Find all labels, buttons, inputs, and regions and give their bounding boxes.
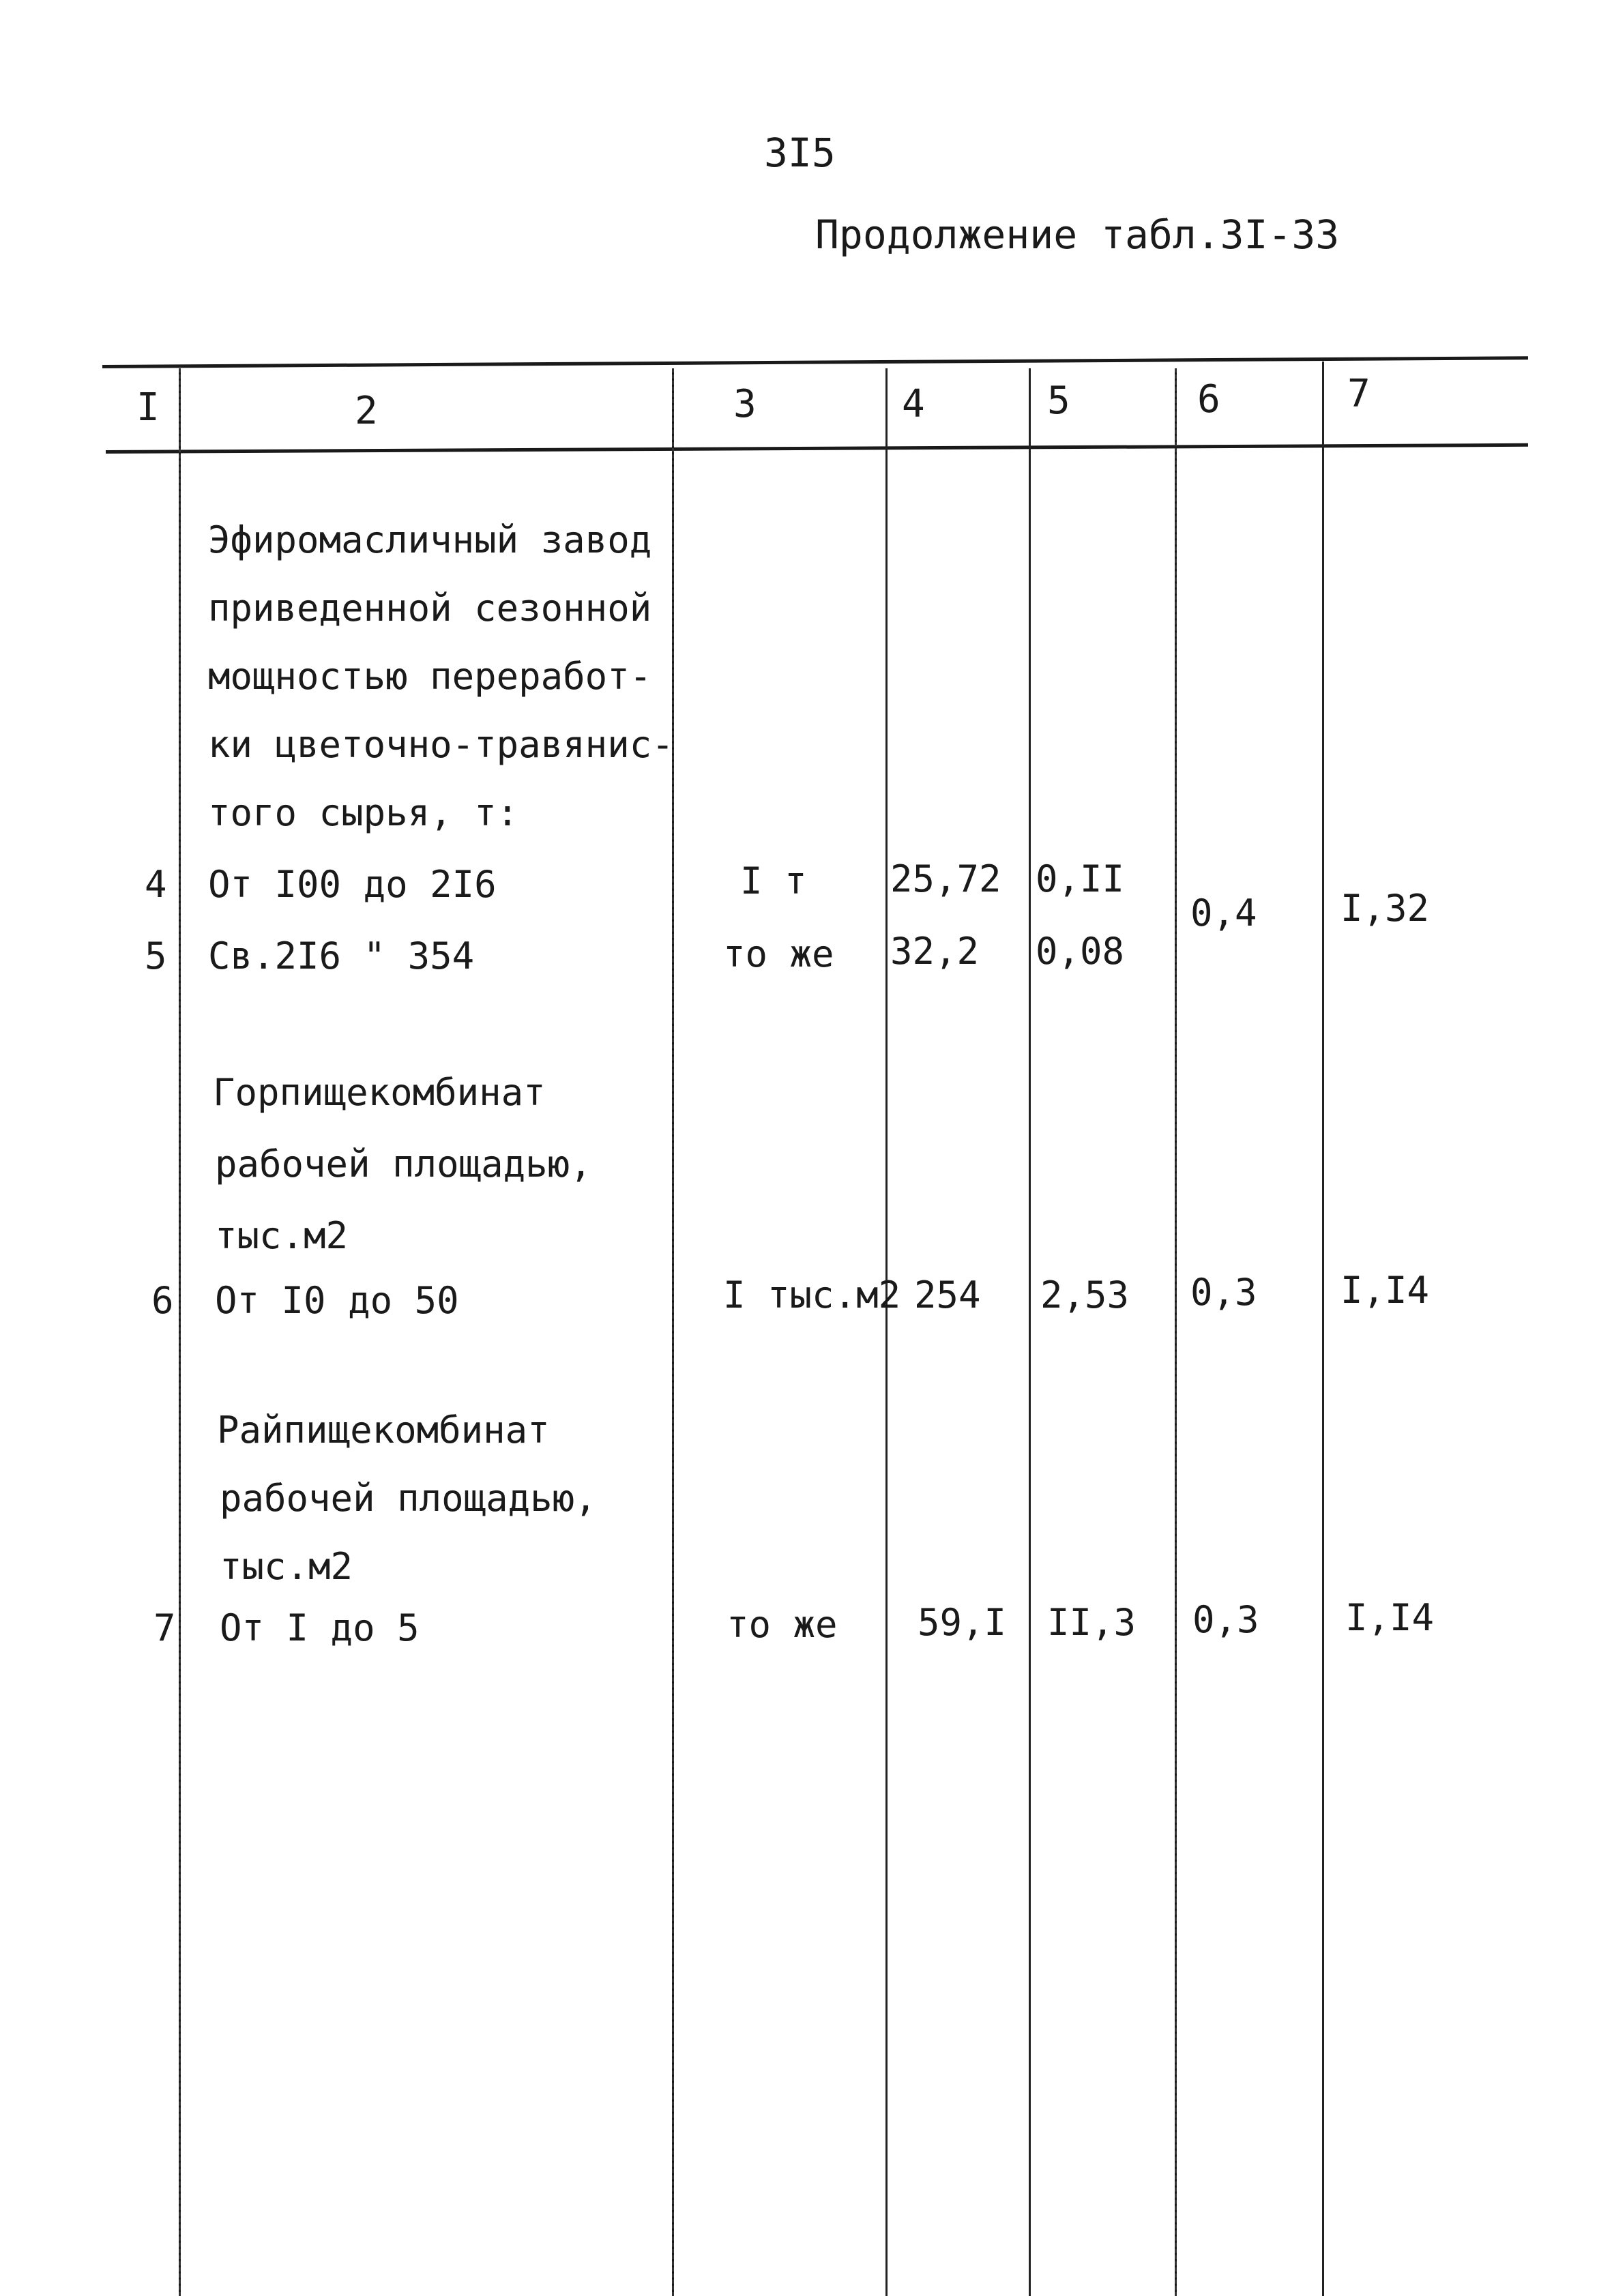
group-title-line: рабочей площадью, bbox=[215, 1143, 592, 1186]
row-number: 7 bbox=[153, 1606, 176, 1649]
row-name: Св.2I6 " 354 bbox=[208, 934, 475, 977]
column-separator-2 bbox=[672, 368, 674, 2296]
row-name: От I до 5 bbox=[220, 1606, 420, 1649]
row-col7: I,I4 bbox=[1340, 1269, 1430, 1312]
header-col-2: 2 bbox=[355, 389, 378, 433]
group-title-line: Эфиромасличный завод bbox=[208, 518, 652, 561]
table-caption: Продолжение табл.3I-33 bbox=[815, 211, 1340, 258]
group-title-line: того сырья, т: bbox=[208, 791, 519, 834]
row-unit: I т bbox=[740, 859, 807, 902]
row-col5: 2,53 bbox=[1040, 1274, 1130, 1316]
header-col-4: 4 bbox=[902, 382, 925, 426]
header-col-6: 6 bbox=[1197, 377, 1220, 422]
row-name: От I00 до 2I6 bbox=[208, 863, 497, 906]
group-title-line: Райпищекомбинат bbox=[217, 1409, 550, 1452]
group-col7: I,32 bbox=[1340, 887, 1430, 930]
row-number: 5 bbox=[145, 934, 167, 977]
group-title-line: рабочей площадью, bbox=[220, 1477, 597, 1520]
column-separator-4 bbox=[1029, 368, 1031, 2296]
header-col-3: 3 bbox=[733, 382, 757, 426]
column-separator-5 bbox=[1175, 368, 1177, 2296]
row-col4: 59,I bbox=[918, 1601, 1007, 1644]
group-title-line: ки цветочно-травянис- bbox=[208, 723, 674, 766]
row-number: 4 bbox=[145, 863, 167, 906]
group-title-line: Горпищекомбинат bbox=[213, 1071, 546, 1114]
header-col-1: I bbox=[136, 385, 160, 430]
column-separator-6 bbox=[1322, 362, 1324, 2296]
row-number: 6 bbox=[151, 1279, 174, 1322]
row-col6: 0,3 bbox=[1192, 1598, 1259, 1641]
table-top-rule bbox=[102, 356, 1528, 368]
header-col-5: 5 bbox=[1047, 379, 1070, 423]
row-col7: I,I4 bbox=[1345, 1596, 1435, 1639]
row-col5: 0,08 bbox=[1036, 930, 1125, 973]
row-unit: I тыс.м2 bbox=[723, 1274, 901, 1316]
row-col6: 0,3 bbox=[1190, 1271, 1257, 1314]
row-col4: 25,72 bbox=[890, 857, 1001, 900]
group-title-line: тыс.м2 bbox=[215, 1214, 349, 1257]
header-bottom-rule bbox=[106, 443, 1528, 454]
group-title-line: приведенной сезонной bbox=[208, 587, 652, 630]
row-name: От I0 до 50 bbox=[215, 1279, 459, 1322]
row-unit: то же bbox=[723, 932, 834, 975]
row-col4: 254 bbox=[914, 1274, 981, 1316]
group-title-line: тыс.м2 bbox=[220, 1545, 353, 1588]
row-col4: 32,2 bbox=[890, 930, 980, 973]
column-separator-3 bbox=[885, 368, 888, 2296]
group-title-line: мощностью переработ- bbox=[208, 655, 652, 698]
page-number: 3I5 bbox=[764, 130, 836, 176]
row-unit: то же bbox=[727, 1603, 838, 1646]
column-separator-1 bbox=[179, 368, 181, 2296]
header-col-7: 7 bbox=[1347, 372, 1371, 416]
row-col5: II,3 bbox=[1047, 1601, 1137, 1644]
group-col6: 0,4 bbox=[1190, 892, 1257, 934]
row-col5: 0,II bbox=[1036, 857, 1125, 900]
